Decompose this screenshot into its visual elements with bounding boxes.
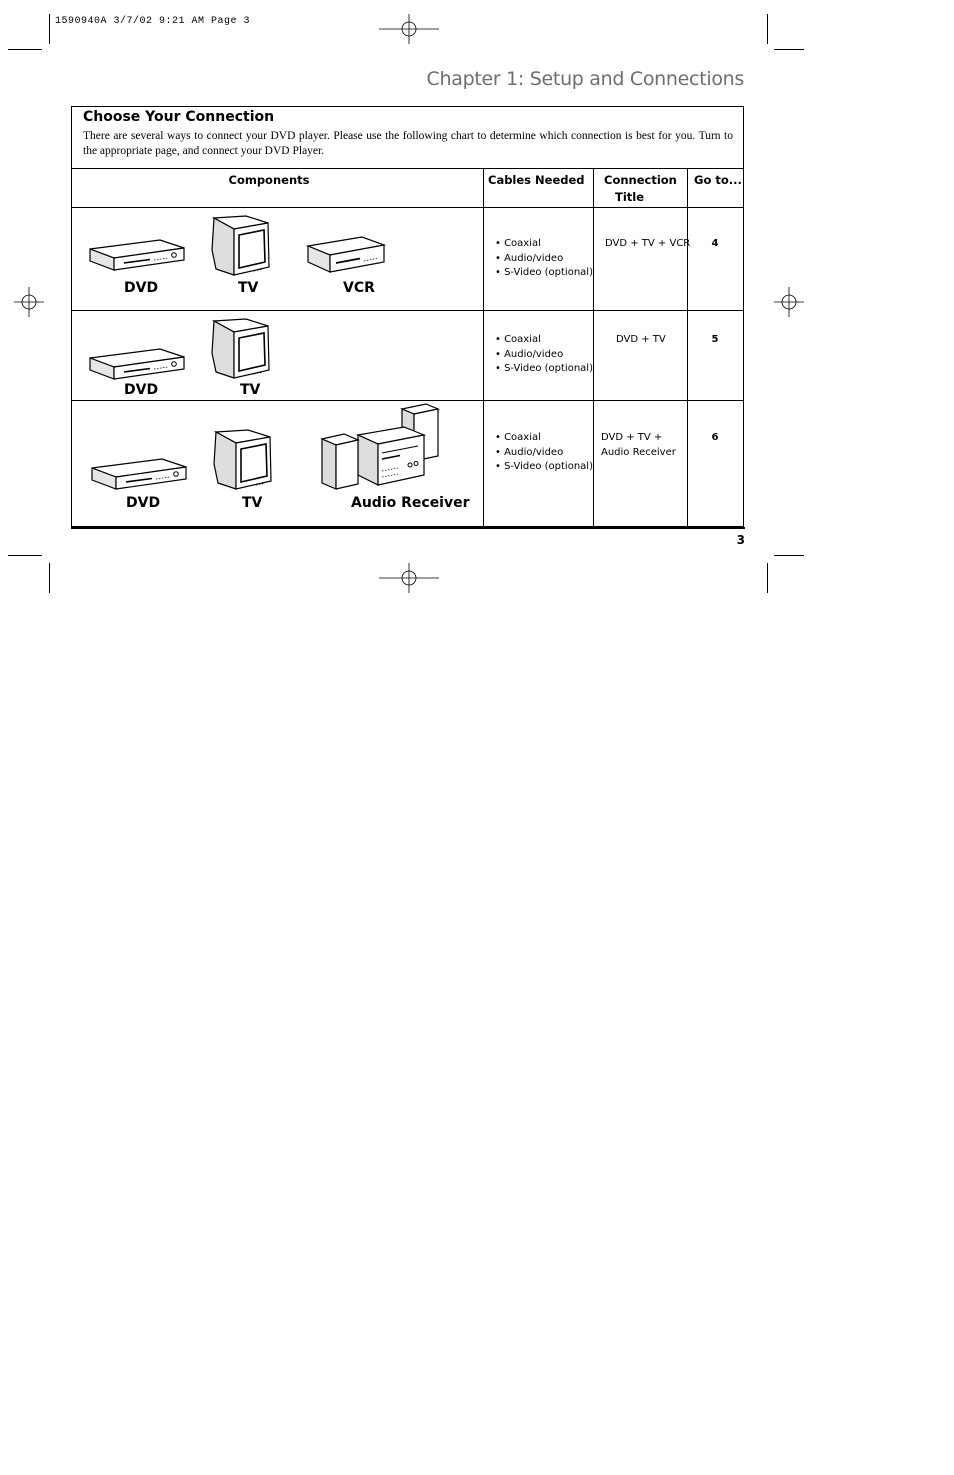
column-rule [593,168,594,528]
section-title: Choose Your Connection [83,109,275,125]
component-label-dvd: DVD [126,495,161,511]
vcr-icon [306,235,386,275]
registration-mark-icon [379,563,439,593]
page-number: 3 [736,533,745,547]
list-item: • Coaxial [495,333,593,348]
connection-title: DVD + TV [616,334,666,345]
cables-list [495,431,593,475]
component-label-vcr: VCR [343,280,375,296]
component-label-tv: TV [240,382,261,398]
registration-mark-icon [14,287,44,317]
goto-page: 6 [711,432,719,443]
component-label-audio-receiver: Audio Receiver [351,495,470,511]
connection-title: DVD + TV + Audio Receiver [601,432,676,458]
header-cables: Cables Needed [488,173,585,187]
header-rule [71,207,744,208]
tv-icon [210,215,272,278]
goto-page: 5 [711,334,719,345]
dvd-player-icon [88,347,186,383]
list-item: • Audio/video [495,348,593,363]
goto-page: 4 [711,238,719,249]
column-rule [483,168,484,528]
dvd-player-icon [90,457,188,493]
registration-mark-icon [774,287,804,317]
cables-list [495,333,593,377]
row-rule [71,310,744,311]
header-goto: Go to... [694,173,742,187]
list-item: • Coaxial [495,431,593,446]
tv-icon [210,318,272,381]
component-label-tv: TV [242,495,263,511]
component-label-dvd: DVD [124,382,159,398]
chart-bottom-rule [71,527,745,529]
tv-icon [212,429,274,492]
list-item: • S-Video (optional) [495,460,593,475]
row-rule [71,400,744,401]
component-label-dvd: DVD [124,280,159,296]
chapter-title: Chapter 1: Setup and Connections [426,68,744,90]
list-item: • S-Video (optional) [495,266,593,281]
audio-receiver-icon [320,403,442,493]
registration-mark-icon [379,14,439,44]
header-components: Components [228,173,310,187]
component-label-tv: TV [238,280,259,296]
list-item: • S-Video (optional) [495,362,593,377]
header-connection-title: Connection Title [604,173,677,204]
list-item: • Audio/video [495,252,593,267]
connection-title: DVD + TV + VCR [605,238,691,249]
cables-list [495,237,593,281]
dvd-player-icon [88,238,186,274]
list-item: • Coaxial [495,237,593,252]
list-item: • Audio/video [495,446,593,461]
print-slug: 1590940A 3/7/02 9:21 AM Page 3 [55,16,251,27]
section-intro: There are several ways to connect your DVD player. Please use the following chart to determine which connection is best for you. Turn to the appropriate page, and connect your DVD Player. [83,130,733,157]
column-rule [687,168,688,528]
table-top-rule [71,168,744,169]
